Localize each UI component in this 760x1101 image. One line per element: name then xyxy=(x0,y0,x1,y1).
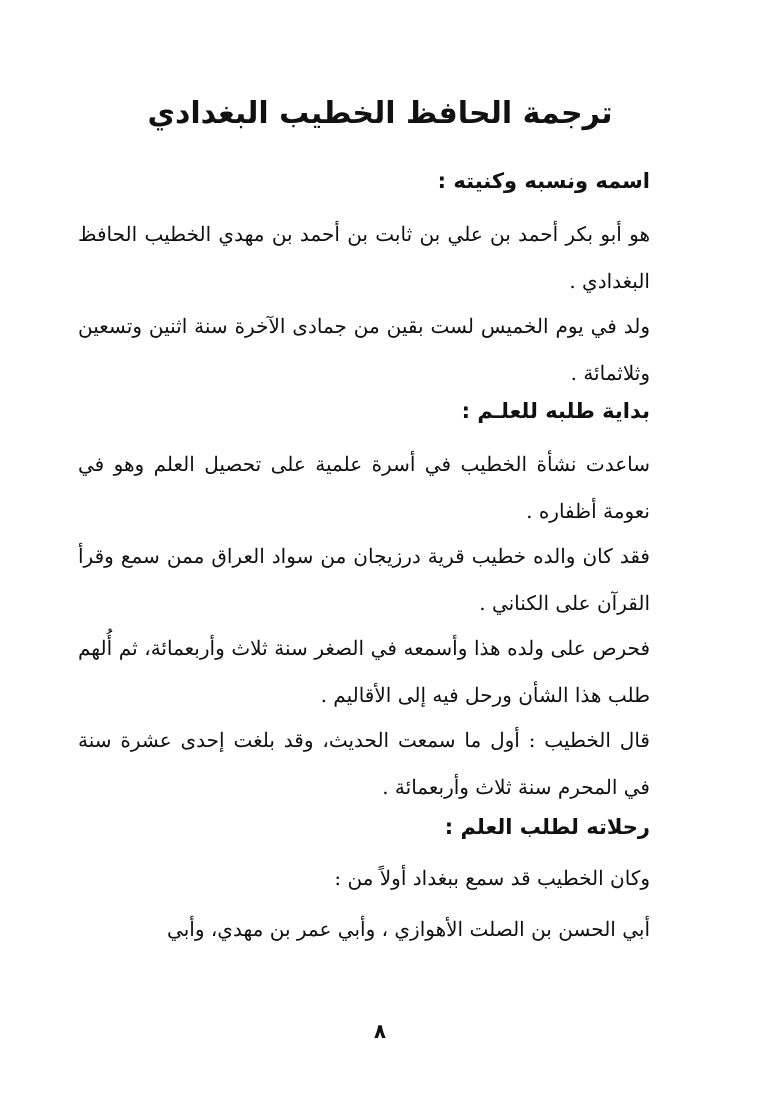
paragraph-first-hadith: قال الخطيب : أول ما سمعت الحديث، وقد بلغت إحدى عشرة سنة في المحرم سنة ثلاث وأربعمائة . xyxy=(78,728,650,799)
page-title: ترجمة الحافظ الخطيب البغدادي xyxy=(147,96,613,131)
paragraph-father: فقد كان والده خطيب قرية درزيجان من سواد العراق ممن سمع وقرأ القرآن على الكناني . xyxy=(78,544,650,615)
paragraph-teacher-names: أبي الحسن بن الصلت الأهوازي ، وأبي عمر بن مهدي، وأبي xyxy=(167,917,650,941)
section-heading-name: اسمه ونسبه وكنيته : xyxy=(437,169,650,193)
page-number: ٨ xyxy=(373,1019,387,1043)
paragraph-upbringing: ساعدت نشأة الخطيب في أسرة علمية على تحصيل العلم وهو في نعومة أظفاره . xyxy=(78,452,650,523)
paragraph-birth: ولد في يوم الخميس لست بقين من جمادى الآخرة سنة اثنين وتسعين وثلاثمائة . xyxy=(78,314,650,385)
paragraph-early-hearing: فحرص على ولده هذا وأسمعه في الصغر سنة ثلاث وأربعمائة، ثم أُلهم طلب هذا الشأن ورحل فيه إلى الأقاليم . xyxy=(78,636,651,707)
section-heading-travels: رحلاته لطلب العلم : xyxy=(444,815,650,839)
paragraph-name-lineage: هو أبو بكر أحمد بن علي بن ثابت بن أحمد بن مهدي الخطيب الحافظ البغدادي . xyxy=(78,222,650,293)
section-heading-beginning: بداية طلبه للعلـم : xyxy=(461,399,650,423)
paragraph-baghdad-teachers-intro: وكان الخطيب قد سمع ببغداد أولاً من : xyxy=(334,866,650,890)
